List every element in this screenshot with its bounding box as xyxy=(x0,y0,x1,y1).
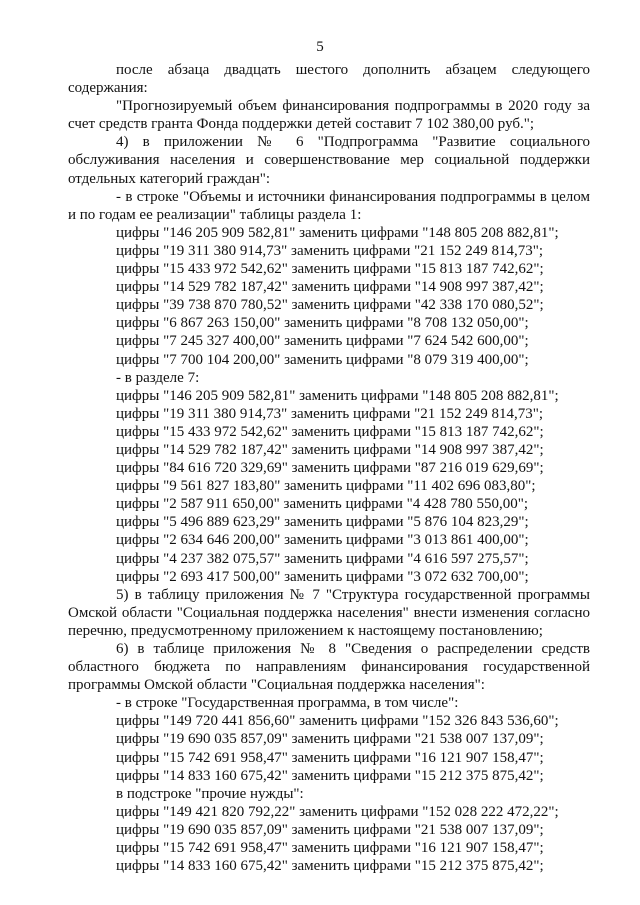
text-line: цифры "39 738 870 780,52" заменить цифрами "42 338 170 080,52"; xyxy=(116,297,544,314)
document-body xyxy=(68,61,590,875)
text-line: цифры "14 529 782 187,42" заменить цифрами "14 908 997 387,42"; xyxy=(116,441,544,458)
text-line: отдельных категорий граждан": xyxy=(68,170,271,187)
text-line: цифры "146 205 909 582,81" заменить цифрами "148 805 208 882,81"; xyxy=(116,387,559,404)
text-line: цифры "15 742 691 958,47" заменить цифрами "16 121 907 158,47"; xyxy=(116,749,544,766)
text-line: цифры "2 634 646 200,00" заменить цифрами "3 013 861 400,00"; xyxy=(116,532,529,549)
text-line: содержания: xyxy=(68,80,148,97)
text-line: Омской области "Социальная поддержка населения" внести изменения согласно xyxy=(68,604,590,621)
text-line: цифры "149 421 820 792,22" заменить цифрами "152 028 222 472,22"; xyxy=(116,803,559,820)
text-line: цифры "14 529 782 187,42" заменить цифрами "14 908 997 387,42"; xyxy=(116,279,544,296)
text-line: счет средств гранта Фонда поддержки детей составит 7 102 380,00 руб."; xyxy=(68,116,535,133)
text-line: цифры "149 720 441 856,60" заменить цифрами "152 326 843 536,60"; xyxy=(116,713,559,730)
text-line: цифры "14 833 160 675,42" заменить цифрами "15 212 375 875,42"; xyxy=(116,767,544,784)
text-line: цифры "7 700 104 200,00" заменить цифрами "8 079 319 400,00"; xyxy=(116,351,529,368)
text-line: и по годам ее реализации" таблицы раздела 1: xyxy=(68,206,362,223)
text-line: цифры "7 245 327 400,00" заменить цифрами "7 624 542 600,00"; xyxy=(116,333,529,350)
text-line: - в строке "Объемы и источники финансирования подпрограммы в целом xyxy=(116,188,590,205)
text-line: цифры "19 311 380 914,73" заменить цифрами "21 152 249 814,73"; xyxy=(116,405,544,422)
text-line: обслуживания населения и совершенствование мер социальной поддержки xyxy=(68,152,590,169)
text-line: цифры "19 690 035 857,09" заменить цифрами "21 538 007 137,09"; xyxy=(116,731,544,748)
text-line: цифры "14 833 160 675,42" заменить цифрами "15 212 375 875,42"; xyxy=(116,858,544,875)
text-line: - в разделе 7: xyxy=(116,369,200,386)
text-line: "Прогнозируемый объем финансирования подпрограммы в 2020 году за xyxy=(116,98,590,115)
text-line: цифры "15 433 972 542,62" заменить цифрами "15 813 187 742,62"; xyxy=(116,261,544,278)
text-line: в подстроке "прочие нужды": xyxy=(116,785,304,802)
text-line: цифры "9 561 827 183,80" заменить цифрами "11 402 696 083,80"; xyxy=(116,478,536,495)
text-line: цифры "15 433 972 542,62" заменить цифрами "15 813 187 742,62"; xyxy=(116,423,544,440)
text-line: цифры "4 237 382 075,57" заменить цифрами "4 616 597 275,57"; xyxy=(116,550,529,567)
text-line: цифры "19 690 035 857,09" заменить цифрами "21 538 007 137,09"; xyxy=(116,821,544,838)
text-line: цифры "6 867 263 150,00" заменить цифрами "8 708 132 050,00"; xyxy=(116,315,529,332)
page-number: 5 xyxy=(316,39,324,55)
text-line: цифры "5 496 889 623,29" заменить цифрами "5 876 104 823,29"; xyxy=(116,514,529,531)
text-line: цифры "146 205 909 582,81" заменить цифрами "148 805 208 882,81"; xyxy=(116,224,559,241)
text-line: областного бюджета по направлениям финансирования государственной xyxy=(68,659,590,676)
text-line: цифры "19 311 380 914,73" заменить цифрами "21 152 249 814,73"; xyxy=(116,242,544,259)
text-line: 6) в таблице приложения № 8 "Сведения о распределении средств xyxy=(116,641,590,657)
text-line: программы Омской области "Социальная поддержка населения": xyxy=(68,677,485,694)
text-line: после абзаца двадцать шестого дополнить абзацем следующего xyxy=(116,62,590,78)
text-line: - в строке "Государственная программа, в том числе": xyxy=(116,695,459,712)
text-line: перечню, предусмотренному приложением к настоящему постановлению; xyxy=(68,622,543,639)
text-line: цифры "2 693 417 500,00" заменить цифрами "3 072 632 700,00"; xyxy=(116,568,529,585)
text-line: 5) в таблицу приложения № 7 "Структура государственной программы xyxy=(116,586,590,603)
text-line: цифры "2 587 911 650,00" заменить цифрами "4 428 780 550,00"; xyxy=(116,496,529,513)
text-line: цифры "15 742 691 958,47" заменить цифрами "16 121 907 158,47"; xyxy=(116,840,544,857)
text-line: цифры "84 616 720 329,69" заменить цифрами "87 216 019 629,69"; xyxy=(116,460,544,477)
text-line: 4) в приложении № 6 "Подпрограмма "Развитие социального xyxy=(116,134,590,151)
